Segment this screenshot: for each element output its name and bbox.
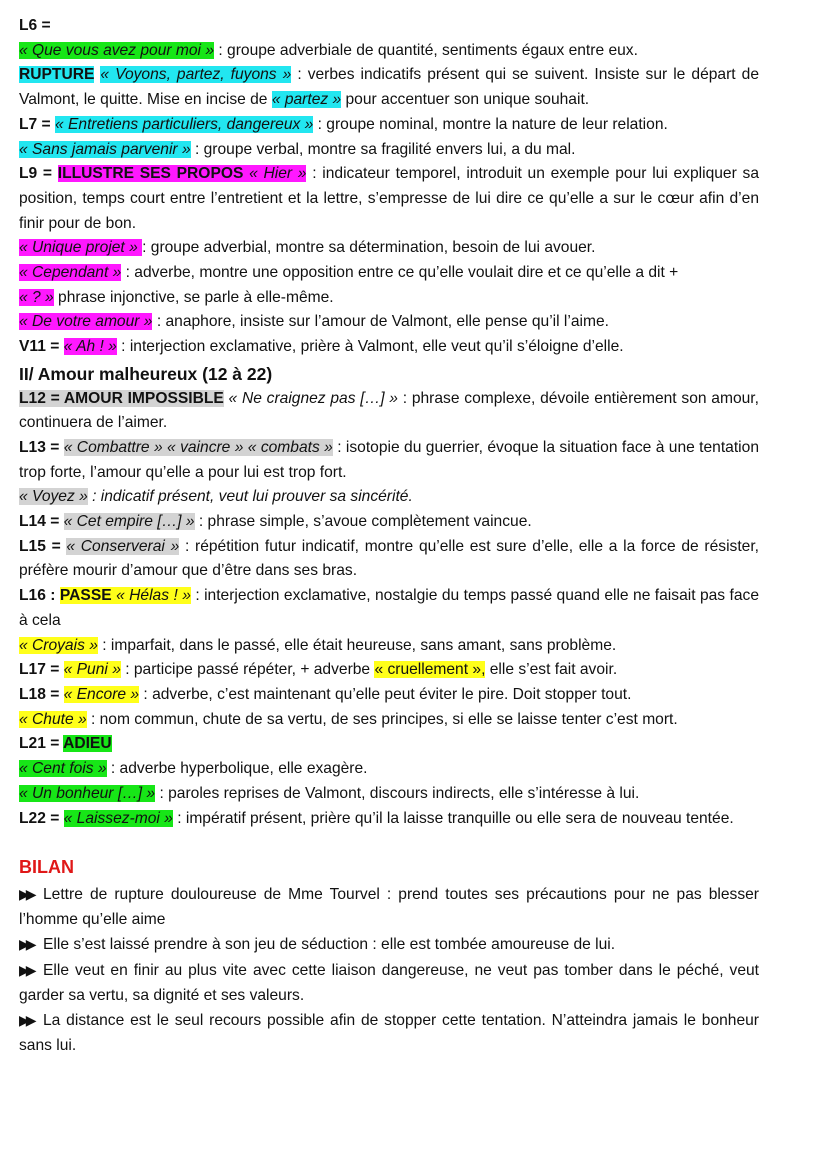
l21-label: L21 = ADIEU xyxy=(19,735,112,753)
l7-note-1: L7 = « Entretiens particuliers, dangereux » : groupe nominal, montre la nature de leur relation. xyxy=(19,115,668,133)
bilan-item: ▶▶ La distance est le seul recours possible afin de stopper cette tentation. N’atteindra jamais le bonheur sans lui. xyxy=(19,1008,759,1058)
v11-note: V11 = « Ah ! » : interjection exclamative, prière à Valmont, elle veut qu’il s’éloigne d’elle. xyxy=(19,338,624,356)
double-arrow-right-icon: ▶▶ xyxy=(19,936,33,953)
l22-note: L22 = « Laissez-moi » : impératif présent, prière qu’il la laisse tranquille ou elle sera de nouveau tentée. xyxy=(19,809,734,827)
double-arrow-right-icon: ▶▶ xyxy=(19,962,33,979)
l6-label: L6 = xyxy=(19,17,51,34)
l12-note: L12 = AMOUR IMPOSSIBLE « Ne craignez pas […] » : phrase complexe, dévoile entièrement son amour, continuera de l’aimer. xyxy=(19,389,759,432)
l18-note-1: L18 = « Encore » : adverbe, c’est maintenant qu’elle peut éviter le pire. Doit stopper tout. xyxy=(19,685,632,703)
bilan-item: ▶▶ Elle veut en finir au plus vite avec cette liaison dangereuse, ne veut pas tomber dans le péché, veut garder sa vertu, sa dignité et ses valeurs. xyxy=(19,958,759,1008)
l16-note-1: L16 : PASSE « Hélas ! » : interjection exclamative, nostalgie du temps passé quand elle ne faisait pas face à cela xyxy=(19,587,760,629)
bilan-item: ▶▶ Lettre de rupture douloureuse de Mme Tourvel : prend toutes ses précautions pour ne pas blesser l’homme qu’elle aime xyxy=(19,882,759,932)
l7-note-2: « Sans jamais parvenir » : groupe verbal, montre sa fragilité envers lui, a du mal. xyxy=(19,140,576,158)
document-page xyxy=(19,14,759,1059)
l13-note-1: L13 = « Combattre » « vaincre » « combats » : isotopie du guerrier, évoque la situation face à une tentation trop forte, l’amour qu’elle a pour lui est trop fort. xyxy=(19,438,759,481)
l9-note-2: « Unique projet » : groupe adverbial, montre sa détermination, besoin de lui avouer. xyxy=(19,239,596,257)
l9-note-3: « Cependant » : adverbe, montre une opposition entre ce qu’elle voulait dire et ce qu’elle a dit + xyxy=(19,264,679,282)
l9-note-4: « ? » phrase injonctive, se parle à elle-même. xyxy=(19,288,334,306)
l13-note-2: « Voyez » : indicatif présent, veut lui prouver sa sincérité. xyxy=(19,488,413,506)
l21-note-1: « Cent fois » : adverbe hyperbolique, elle exagère. xyxy=(19,760,368,778)
section-title: II/ Amour malheureux (12 à 22) xyxy=(19,363,273,384)
l6-note-1: « Que vous avez pour moi » : groupe adverbiale de quantité, sentiments égaux entre eux. xyxy=(19,41,638,59)
l16-note-2: « Croyais » : imparfait, dans le passé, elle était heureuse, sans amant, sans problème. xyxy=(19,636,617,654)
l9-note-5: « De votre amour » : anaphore, insiste sur l’amour de Valmont, elle pense qu’il l’aime. xyxy=(19,313,609,331)
l6-note-2: RUPTURE « Voyons, partez, fuyons » : verbes indicatifs présent qui se suivent. Insiste sur le départ de Valmont, le quitte. Mise en incise de « partez » pour accentuer son unique souhait. xyxy=(19,66,759,109)
l18-note-2: « Chute » : nom commun, chute de sa vertu, de ses principes, si elle se laisse tenter c’est mort. xyxy=(19,710,678,728)
bilan-title: BILAN xyxy=(19,857,74,878)
bilan-item: ▶▶ Elle s’est laissé prendre à son jeu de séduction : elle est tombée amoureuse de lui. xyxy=(19,932,759,958)
double-arrow-right-icon: ▶▶ xyxy=(19,1012,33,1029)
l15-note: L15 = « Conserverai » : répétition futur indicatif, montre qu’elle est sure d’elle, elle a la force de résister, préfère mourir d’amour que d’être dans ses bras. xyxy=(19,537,759,580)
double-arrow-right-icon: ▶▶ xyxy=(19,885,33,902)
l21-note-2: « Un bonheur […] » : paroles reprises de Valmont, discours indirects, elle s’intéresse à lui. xyxy=(19,784,640,802)
l17-note: L17 = « Puni » : participe passé répéter, + adverbe « cruellement », elle s’est fait avoir. xyxy=(19,661,618,679)
l14-note: L14 = « Cet empire […] » : phrase simple, s’avoue complètement vaincue. xyxy=(19,513,532,531)
l9-note-1: L9 = ILLUSTRE SES PROPOS « Hier » : indicateur temporel, introduit un exemple pour lui expliquer sa position, temps court entre l’entretient et la lettre, s’empresse de lui dire ce qu’elle a sur le cœur afin d’en finir pour de bon. xyxy=(19,165,759,232)
